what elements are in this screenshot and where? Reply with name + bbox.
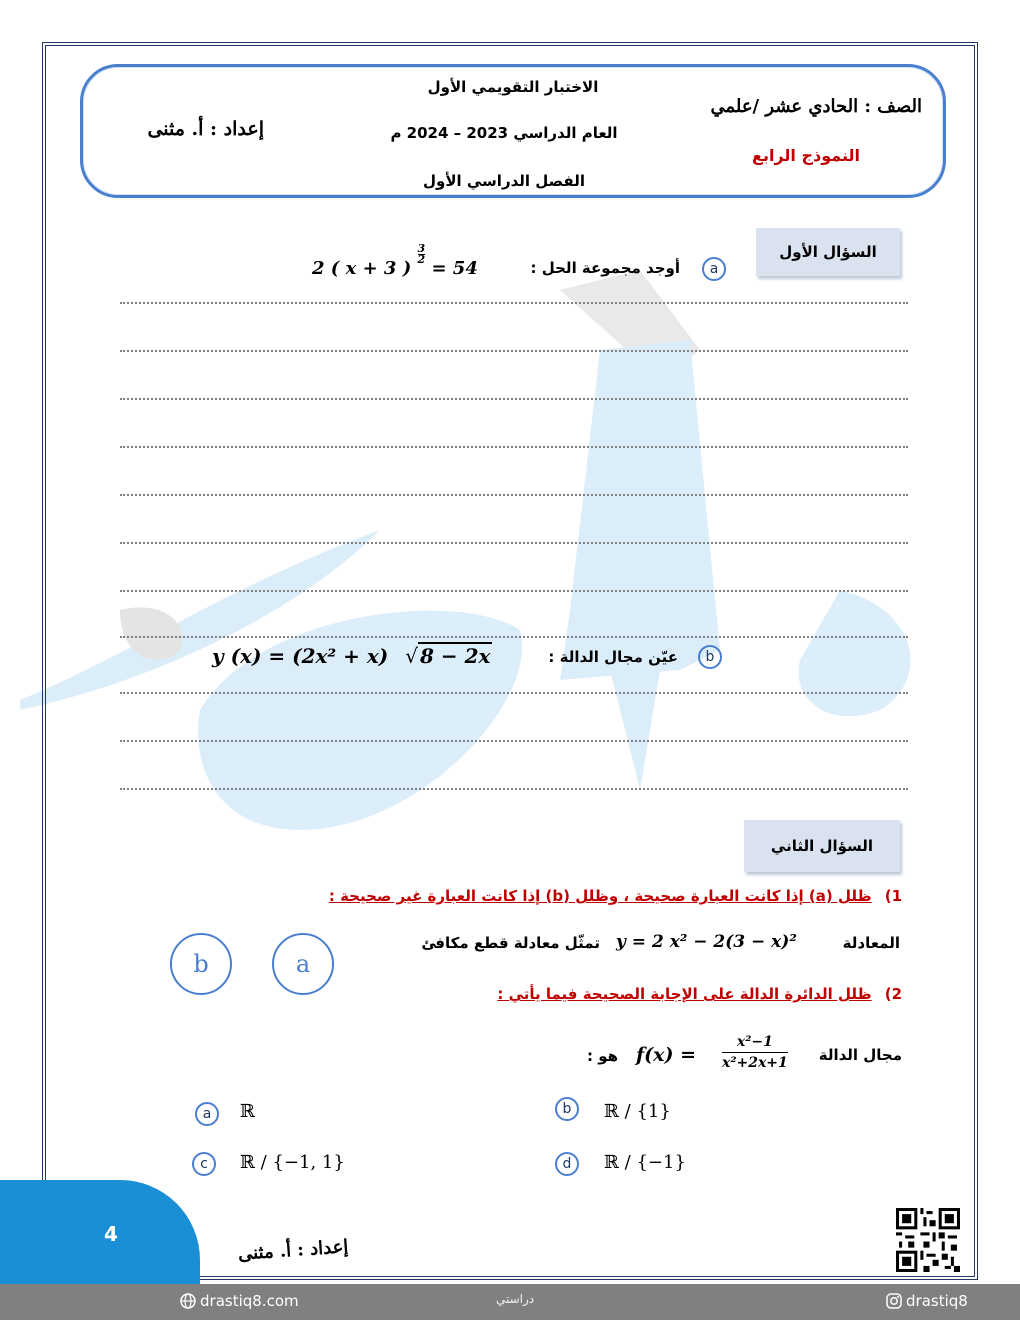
part-b-prompt: عيّن مجال الدالة : (548, 648, 678, 666)
sqrt-sign: √ (405, 644, 418, 668)
instagram-link-group[interactable] (886, 1292, 1020, 1310)
eq-rhs: = 54 (431, 258, 478, 279)
answer-line (120, 398, 908, 400)
answer-line (120, 636, 908, 638)
choice-b-circle[interactable]: b (170, 933, 232, 995)
part-1-statement-eq: y = 2 x² − 2(3 − x)² (616, 932, 797, 952)
option-c-text: ℝ / {−1, 1} (240, 1152, 345, 1173)
website-text: drastiq8.com (200, 1292, 299, 1310)
part-2-number: 2) (884, 985, 902, 1003)
part-2-stem-post: هو : (586, 1047, 618, 1065)
part-b-marker: b (698, 645, 722, 669)
exam-title: الاختبار التقويمي الأول (427, 78, 599, 96)
grade-label: الصف : الحادي عشر /علمي (710, 96, 922, 117)
part-2-fraction (722, 1032, 788, 1073)
choice-a-circle[interactable]: a (272, 933, 334, 995)
part-b-equation (212, 644, 492, 668)
part-1-number: 1) (884, 887, 902, 905)
part-1-statement-pre: المعادلة (842, 934, 900, 952)
part-1-instruction-row (329, 886, 902, 905)
part-2-instruction: ظلل الدائرة الدالة على الإجابة الصحيحة فيما يأتي : (497, 985, 872, 1003)
option-d-circle[interactable]: d (555, 1152, 579, 1176)
part-1-statement-post: تمثّل معادلة قطع مكافئ (421, 934, 600, 952)
qr-code (896, 1208, 960, 1272)
instagram-text: drastiq8 (906, 1292, 968, 1310)
semester: الفصل الدراسي الأول (423, 172, 585, 190)
question-1-title: السؤال الأول (756, 228, 900, 276)
fraction-denominator: x²+2x+1 (722, 1055, 788, 1071)
answer-line (120, 542, 908, 544)
part-a-prompt: أوجد مجموعة الحل : (530, 259, 680, 277)
footer-bar (0, 1284, 1020, 1320)
question-2-title: السؤال الثاني (744, 820, 900, 872)
exp-numerator: 3 (417, 242, 426, 255)
answer-line (120, 740, 908, 742)
part-a-marker: a (702, 257, 726, 281)
part-2-stem-fx: f(x) = (636, 1044, 697, 1066)
instagram-icon (886, 1293, 902, 1309)
option-d-text: ℝ / {−1} (604, 1152, 686, 1173)
answer-line (120, 692, 908, 694)
option-a-text: ℝ (240, 1101, 255, 1122)
option-b-text: ℝ / {1} (604, 1101, 671, 1122)
part-2-instruction-row (497, 984, 902, 1003)
signature: إعداد : أ. مثنى (237, 1236, 350, 1265)
sqrt-radicand: 8 − 2x (419, 644, 491, 668)
eq-base: 2 ( x + 3 ) (312, 258, 412, 279)
option-a-circle[interactable]: a (195, 1102, 219, 1126)
center-logo: دراستي (496, 1292, 535, 1306)
answer-line (120, 302, 908, 304)
answer-line (120, 788, 908, 790)
part-1-instruction: ظلل (a) إذا كانت العبارة صحيحة ، وظلل (b) إذا كانت العبارة غير صحيحة : (328, 887, 872, 905)
answer-line (120, 494, 908, 496)
exp-denominator: 2 (417, 253, 426, 266)
globe-icon (180, 1293, 196, 1309)
part-2-stem-pre: مجال الدالة (818, 1046, 902, 1064)
academic-year: العام الدراسي 2023 – 2024 م (390, 124, 618, 142)
option-c-circle[interactable]: c (192, 1152, 216, 1176)
prepared-by: إعداد : أ. مثنى (147, 118, 264, 140)
answer-line (120, 590, 908, 592)
model-label: النموذج الرابع (752, 146, 860, 165)
website-link-group[interactable] (180, 1292, 299, 1310)
eq-exponent (418, 244, 426, 265)
part-a-equation (312, 242, 478, 279)
answer-line (120, 446, 908, 448)
page-number: 4 (104, 1222, 118, 1246)
option-b-circle[interactable]: b (555, 1097, 579, 1121)
answer-line (120, 350, 908, 352)
fraction-numerator: x²−1 (722, 1032, 788, 1053)
eq-lhs: y (x) = (2x² + x) (212, 644, 389, 668)
